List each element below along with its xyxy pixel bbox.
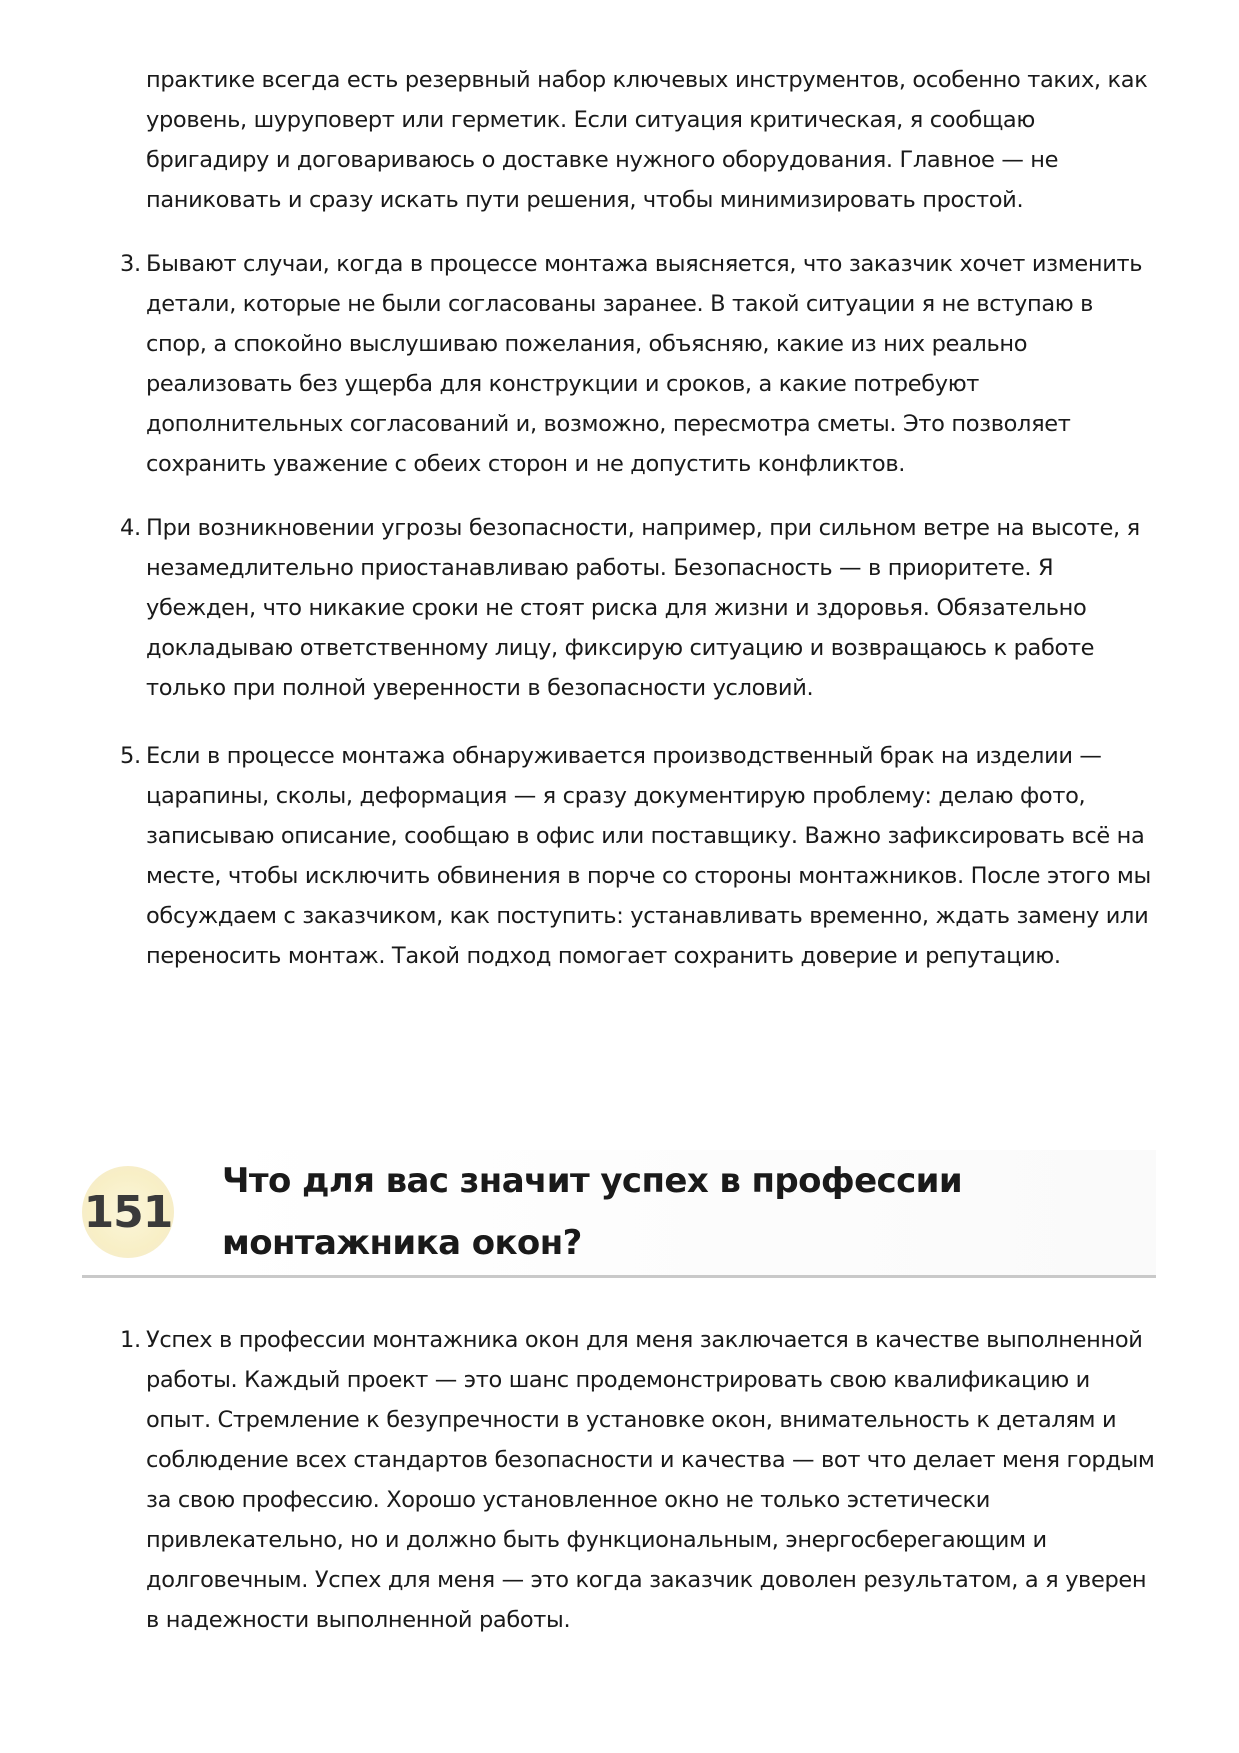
question-number-badge: 151 xyxy=(82,1166,174,1258)
list-item xyxy=(120,1320,1160,1640)
list-item xyxy=(120,736,1160,976)
continuation-paragraph: практике всегда есть резервный набор ключевых инструментов, особенно таких, как уровень, шуруповерт или герметик. Если ситуация критическая, я сообщаю бригадиру и договариваюсь о доставке нужного оборудования. Главное — не паниковать и сразу искать пути решения, чтобы минимизировать простой. xyxy=(146,67,1148,213)
list-item-number: 5. xyxy=(120,743,141,769)
list-item xyxy=(120,244,1160,484)
list-item-text: При возникновении угрозы безопасности, например, при сильном ветре на высоте, я незамедлительно приостанавливаю работы. Безопасность — в приоритете. Я убежден, что никакие сроки не стоят риска для жизни и здоровья. Обязательно докладываю ответственному лицу, фиксирую ситуацию и возвращаюсь к работе только при полной уверенности в безопасности условий. xyxy=(146,515,1140,701)
list-item-number: 3. xyxy=(120,251,141,277)
question-divider xyxy=(82,1275,1156,1278)
question-title: Что для вас значит успех в профессии монтажника окон? xyxy=(222,1161,963,1263)
list-item-text: Если в процессе монтажа обнаруживается производственный брак на изделии — царапины, сколы, деформация — я сразу документирую проблему: делаю фото, записываю описание, сообщаю в офис или поставщику. Важно зафиксировать всё на месте, чтобы исключить обвинения в порче со стороны монтажников. После этого мы обсуждаем с заказчиком, как поступить: устанавливать временно, ждать замену или переносить монтаж. Такой подход помогает сохранить доверие и репутацию. xyxy=(146,743,1151,969)
list-item-text: Бывают случаи, когда в процессе монтажа выясняется, что заказчик хочет изменить детали, которые не были согласованы заранее. В такой ситуации я не вступаю в спор, а спокойно выслушиваю пожелания, объясняю, какие из них реально реализовать без ущерба для конструкции и сроков, а какие потребуют дополнительных согласований и, возможно, пересмотра сметы. Это позволяет сохранить уважение с обеих сторон и не допустить конфликтов. xyxy=(146,251,1143,477)
list-item-text: Успех в профессии монтажника окон для меня заключается в качестве выполненной работы. Каждый проект — это шанс продемонстрировать свою квалификацию и опыт. Стремление к безупречности в установке окон, внимательность к деталям и соблюдение всех стандартов безопасности и качества — вот что делает меня гордым за свою профессию. Хорошо установленное окно не только эстетически привлекательно, но и должно быть функциональным, энергосберегающим и долговечным. Успех для меня — это когда заказчик доволен результатом, а я уверен в надежности выполненной работы. xyxy=(146,1327,1155,1633)
list-item xyxy=(120,508,1160,708)
list-item-number: 1. xyxy=(120,1327,141,1353)
list-item-number: 4. xyxy=(120,515,141,541)
